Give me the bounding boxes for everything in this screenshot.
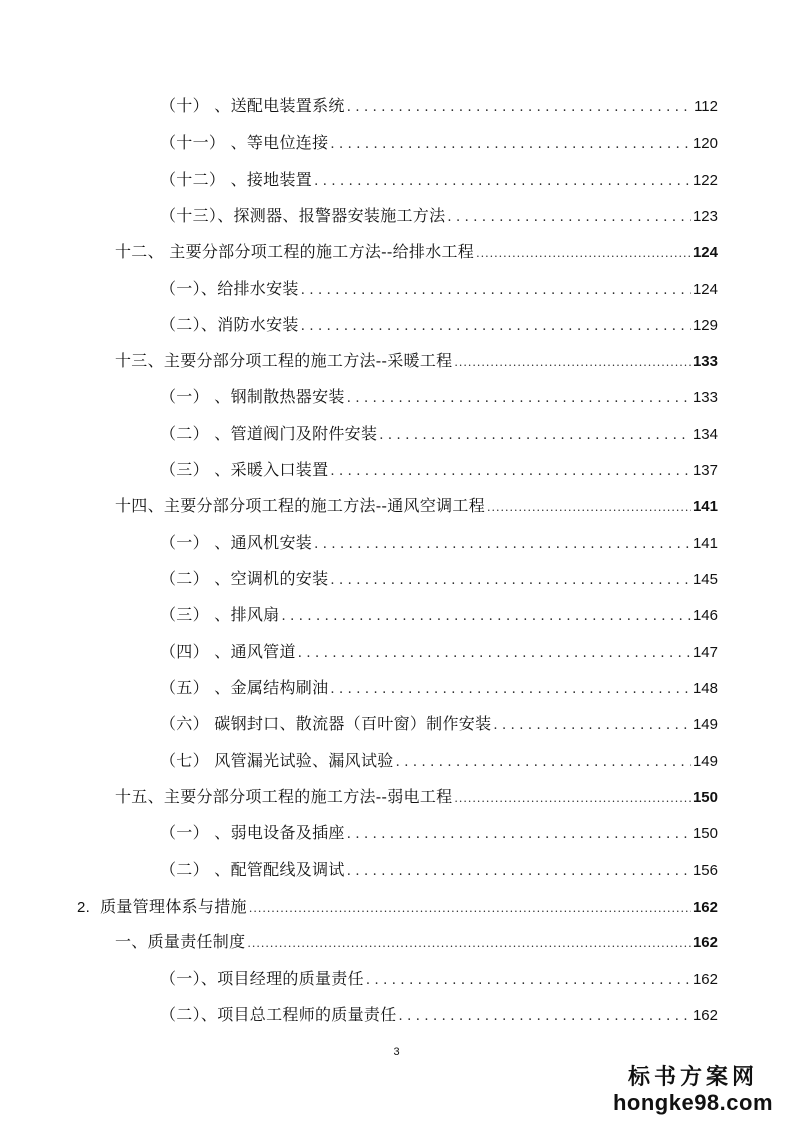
toc-section-entry[interactable] [115,496,718,516]
toc-entry[interactable] [160,279,718,299]
toc-entry-page: 145 [692,571,718,588]
toc-chapter-number: 2. [77,899,91,916]
toc-entry[interactable] [160,860,718,880]
toc-entry[interactable] [160,133,718,153]
toc-entry-title: 一、质量责任制度 [115,932,246,951]
toc-entry-page: 146 [692,607,718,624]
toc-entry-page: 112 [694,98,718,115]
toc-entry-page: 141 [692,535,718,552]
toc-entry-title: （十三）、探测器、报警器安装施工方法 [160,206,446,225]
toc-entry-title: 十二、 主要分部分项工程的施工方法--给排水工程 [115,242,475,261]
toc-entry[interactable] [160,605,718,625]
toc-entry-title: （二）、项目总工程师的质量责任 [160,1005,397,1024]
toc-dot-leader [249,899,691,919]
toc-chapter-entry[interactable] [77,897,718,917]
toc-entry-title: （三） 、采暖入口装置 [160,460,329,479]
toc-entry-title: （二） 、管道阀门及附件安装 [160,424,378,443]
toc-entry-page: 124 [692,244,718,261]
toc-entry-title: 十三、主要分部分项工程的施工方法--采暖工程 [115,351,453,370]
watermark-logo [598,1064,788,1116]
toc-entry-page: 148 [692,680,718,697]
toc-entry[interactable] [160,1005,718,1025]
toc-entry[interactable] [160,170,718,190]
toc-dot-leader [330,462,691,482]
toc-entry-title: （十） 、送配电装置系统 [160,96,345,115]
toc-dot-leader [347,825,691,845]
toc-entry[interactable] [160,424,718,444]
toc-entry[interactable] [160,823,718,843]
watermark-url: hongke98.com [612,1090,774,1115]
toc-entry-page: 129 [692,317,718,334]
toc-entry[interactable] [160,642,718,662]
toc-entry-title: （三） 、排风扇 [160,605,280,624]
toc-entry[interactable] [160,96,718,116]
toc-entry-page: 162 [692,934,718,951]
toc-entry[interactable] [160,569,718,589]
toc-entry-title: （二） 、空调机的安装 [160,569,329,588]
toc-entry[interactable] [160,315,718,335]
toc-entry-page: 120 [692,135,718,152]
toc-dot-leader [330,680,691,700]
toc-dot-leader [314,172,691,192]
toc-entry[interactable] [160,206,718,226]
toc-entry-page: 162 [692,899,718,916]
toc-entry-page: 123 [692,208,718,225]
toc-dot-leader [379,426,691,446]
toc-entry-page: 149 [692,716,718,733]
toc-entry[interactable] [160,969,718,989]
toc-entry[interactable] [160,460,718,480]
toc-section-entry[interactable] [115,932,718,952]
toc-entry-title: （一）、给排水安装 [160,279,299,298]
toc-entry-title: 十四、主要分部分项工程的施工方法--通风空调工程 [115,496,486,515]
toc-section-entry[interactable] [115,351,718,371]
toc-entry[interactable] [160,533,718,553]
toc-entry-title: （十二） 、接地装置 [160,170,313,189]
toc-section-entry[interactable] [115,787,718,807]
toc-entry-title: （一） 、通风机安装 [160,533,313,552]
toc-dot-leader [347,862,691,882]
toc-dot-leader [399,1007,691,1027]
toc-entry-title: 质量管理体系与措施 [100,897,247,916]
toc-dot-leader [493,716,691,736]
toc-entry-title: （十一） 、等电位连接 [160,133,329,152]
toc-dot-leader [282,607,691,627]
toc-dot-leader [487,498,691,518]
toc-entry-page: 162 [692,971,718,988]
toc-entry-page: 147 [692,644,718,661]
toc-entry-title: （五） 、金属结构刷油 [160,678,329,697]
toc-entry-page: 134 [692,426,718,443]
toc-entry-page: 150 [692,825,718,842]
toc-dot-leader [447,208,691,228]
toc-entry-page: 150 [692,789,718,806]
toc-entry-title: （二） 、配管配线及调试 [160,860,345,879]
toc-dot-leader [314,535,691,555]
toc-entry-page: 133 [692,353,718,370]
toc-entry[interactable] [160,751,718,771]
toc-entry-title: （六） 碳钢封口、散流器（百叶窗）制作安装 [160,714,492,733]
toc-dot-leader [454,353,691,373]
toc-entry[interactable] [160,714,718,734]
toc-entry-title: 十五、主要分部分项工程的施工方法--弱电工程 [115,787,453,806]
toc-entry-page: 122 [692,172,718,189]
toc-dot-leader [396,753,691,773]
toc-section-entry[interactable] [115,242,718,262]
toc-entry-title: （七） 风管漏光试验、漏风试验 [160,751,394,770]
toc-entry-title: （四） 、通风管道 [160,642,296,661]
toc-entry[interactable] [160,678,718,698]
toc-dot-leader [247,934,691,954]
watermark-site-name: 标书方案网 [627,1064,758,1090]
toc-dot-leader [366,971,691,991]
toc-entry-page: 162 [692,1007,718,1024]
toc-dot-leader [330,135,691,155]
toc-dot-leader [298,644,691,664]
toc-entry-title: （二）、消防水安装 [160,315,299,334]
toc-entry-title: （一） 、弱电设备及插座 [160,823,345,842]
toc-entry-page: 156 [692,862,718,879]
toc-dot-leader [330,571,691,591]
toc-entry-page: 137 [692,462,718,479]
page-number: 3 [393,1046,400,1058]
toc-entry[interactable] [160,387,718,407]
toc-dot-leader [454,789,691,809]
toc-entry-page: 141 [692,498,718,515]
toc-dot-leader [347,389,691,409]
toc-dot-leader [476,244,691,264]
toc-dot-leader [347,98,692,118]
toc-entry-title: （一）、项目经理的质量责任 [160,969,364,988]
toc-entry-page: 124 [692,281,718,298]
toc-dot-leader [301,281,691,301]
toc-entry-title: （一） 、钢制散热器安装 [160,387,345,406]
toc-entry-page: 149 [692,753,718,770]
toc-dot-leader [301,317,691,337]
toc-entry-page: 133 [692,389,718,406]
